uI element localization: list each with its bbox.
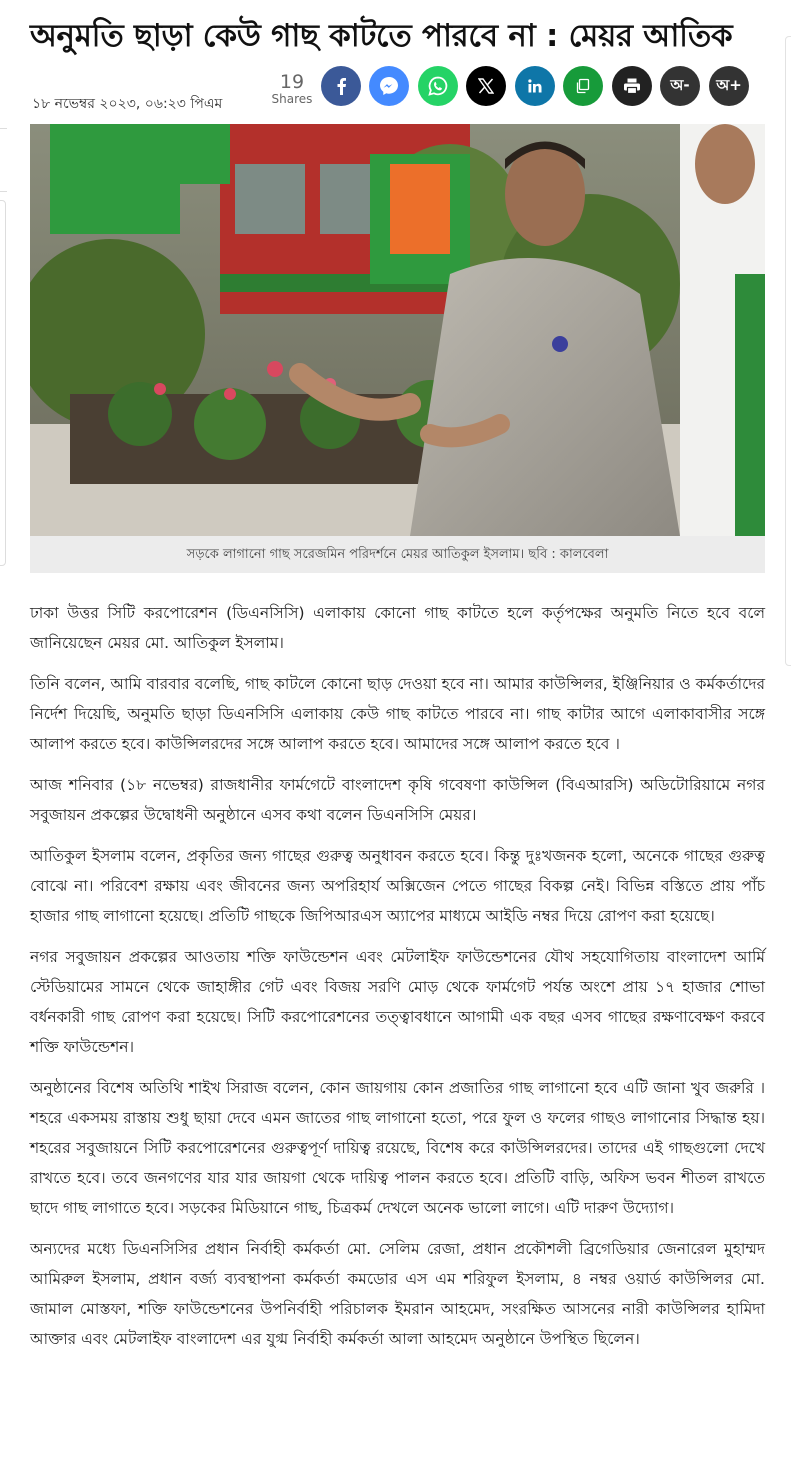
x-share-button[interactable] [466, 66, 506, 106]
article-paragraph: ঢাকা উত্তর সিটি করপোরেশন (ডিএনসিসি) এলাকায় কোনো গাছ কাটতে হলে কর্তৃপক্ষের অনুমতি নিতে হবে বলে জানিয়েছেন মেয়র মো. আতিকুল ইসলাম। [30, 604, 765, 652]
share-count-label: Shares [271, 92, 313, 106]
publish-date: ১৮ নভেম্বর ২০২৩, ০৬:২৩ পিএম [32, 96, 223, 112]
print-button[interactable] [612, 66, 652, 106]
facebook-share-button[interactable] [321, 66, 361, 106]
left-edge-divider [0, 128, 7, 192]
print-icon [623, 77, 641, 95]
copy-icon [575, 78, 591, 94]
right-edge-panel [785, 36, 791, 666]
x-icon [478, 78, 494, 94]
article-photo-illustration [30, 124, 765, 536]
article-paragraph: আজ শনিবার (১৮ নভেম্বর) রাজধানীর ফার্মগেটে বাংলাদেশ কৃষি গবেষণা কাউন্সিল (বিএআরসি) অডিটোরিয়ামে নগর সবুজায়ন প্রকল্পের উদ্বোধনী অনুষ্ঠানে এসব কথা বলেন ডিএনসিসি মেয়র। [30, 776, 765, 824]
article-headline: অনুমতি ছাড়া কেউ গাছ কাটতে পারবে না : মেয়র আতিক [30, 18, 733, 54]
font-increase-button[interactable]: অ+ [709, 66, 749, 106]
article-paragraph: নগর সবুজায়ন প্রকল্পের আওতায় শক্তি ফাউন্ডেশন এবং মেটলাইফ ফাউন্ডেশনের যৌথ সহযোগিতায় বাংলাদেশ আর্মি স্টেডিয়ামের সামনে থেকে জাহাঙ্গীর গেট এবং বিজয় সরণি মোড় থেকে ফার্মগেট পর্যন্ত অংশে প্রায় ১৭ হাজার শোভা বর্ধনকারী গাছ রোপণ করা হয়েছে। সিটি করপোরেশনের তত্ত্বাবধানে আগামী এক বছর এসব গাছের রক্ষণাবেক্ষণ করবে শক্তি ফাউন্ডেশন। [30, 948, 765, 1056]
article-paragraph: অন্যদের মধ্যে ডিএনসিসির প্রধান নির্বাহী কর্মকর্তা মো. সেলিম রেজা, প্রধান প্রকৌশলী ব্রিগেডিয়ার জেনারেল মুহাম্মদ আমিরুল ইসলাম, প্রধান বর্জ্য ব্যবস্থাপনা কর্মকর্তা কমডোর এস এম শরিফুল ইসলাম, ৪ নম্বর ওয়ার্ড কাউন্সিলর মো. জামাল মোস্তফা, শক্তি ফাউন্ডেশনের উপনির্বাহী পরিচালক ইমরান আহমেদ, সংরক্ষিত আসনের নারী কাউন্সিলর হামিদা আক্তার এবং মেটলাইফ বাংলাদেশ এর যুগ্ম নির্বাহী কর্মকর্তা আলা আহমেদ অনুষ্ঠানে উপস্থিত ছিলেন। [30, 1240, 765, 1348]
facebook-icon [335, 77, 347, 95]
share-count-number: 19 [279, 71, 305, 93]
linkedin-icon [528, 79, 542, 93]
article-photo [30, 124, 765, 536]
messenger-share-button[interactable] [369, 66, 409, 106]
article-paragraph: তিনি বলেন, আমি বারবার বলেছি, গাছ কাটলে কোনো ছাড় দেওয়া হবে না। আমার কাউন্সিলর, ইঞ্জিনিয়ার ও কর্মকর্তাদের নির্দেশ দিয়েছি, অনুমতি ছাড়া ডিএনসিসি এলাকায় কেউ গাছ কাটতে পারবে না। গাছ কাটার আগে এলাকাবাসীর সঙ্গে আলাপ করতে হবে। কাউন্সিলরদের সঙ্গে আলাপ করতে হবে। আমাদের সঙ্গে আলাপ করতে হবে । [30, 675, 765, 753]
font-decrease-button[interactable]: অ- [660, 66, 700, 106]
whatsapp-share-button[interactable] [418, 66, 458, 106]
whatsapp-icon [428, 76, 448, 96]
linkedin-share-button[interactable] [515, 66, 555, 106]
article-paragraph: অনুষ্ঠানের বিশেষ অতিথি শাইখ সিরাজ বলেন, কোন জায়গায় কোন প্রজাতির গাছ লাগানো হবে এটি জানা খুব জরুরি । শহরে একসময় রাস্তায় শুধু ছায়া দেবে এমন জাতের গাছ লাগানো হতো, পরে ফুল ও ফলের গাছও লাগানোর সিদ্ধান্ত হয়। শহরের সবুজায়নে সিটি করপোরেশনের গুরুত্বপূর্ণ দায়িত্ব রয়েছে, বিশেষ করে কাউন্সিলরদের। তাদের এই গাছগুলো দেখে রাখতে হবে। তবে জনগণের যার যার জায়গা থেকে দায়িত্ব পালন করতে হবে। প্রতিটি বাড়ি, অফিস ভবন শীতল রাখতে ছাদে গাছ লাগাতে হবে। সড়কের মিডিয়ানে গাছ, চিত্রকর্ম দেখলে অনেক ভালো লাগে। এটি দারুণ উদ্যোগ। [30, 1079, 765, 1217]
photo-caption: সড়কে লাগানো গাছ সরেজমিন পরিদর্শনে মেয়র আতিকুল ইসলাম। ছবি : কালবেলা [30, 536, 765, 573]
article-body [30, 598, 765, 1365]
article-paragraph: আতিকুল ইসলাম বলেন, প্রকৃতির জন্য গাছের গুরুত্ব অনুধাবন করতে হবে। কিন্তু দুঃখজনক হলো, অনেকে গাছের গুরুত্ব বোঝে না। পরিবেশ রক্ষায় এবং জীবনের জন্য অপরিহার্য অক্সিজেন পেতে গাছের বিকল্প নেই। বিভিন্ন বস্তিতে প্রায় পাঁচ হাজার গাছ লাগানো হয়েছে। প্রতিটি গাছকে জিপিআরএস অ্যাপের মাধ্যমে আইডি নম্বর দিয়ে রোপণ করা হয়েছে। [30, 847, 765, 925]
messenger-icon [379, 76, 399, 96]
copy-link-button[interactable] [563, 66, 603, 106]
share-count [270, 72, 314, 106]
left-edge-panel [0, 200, 6, 566]
